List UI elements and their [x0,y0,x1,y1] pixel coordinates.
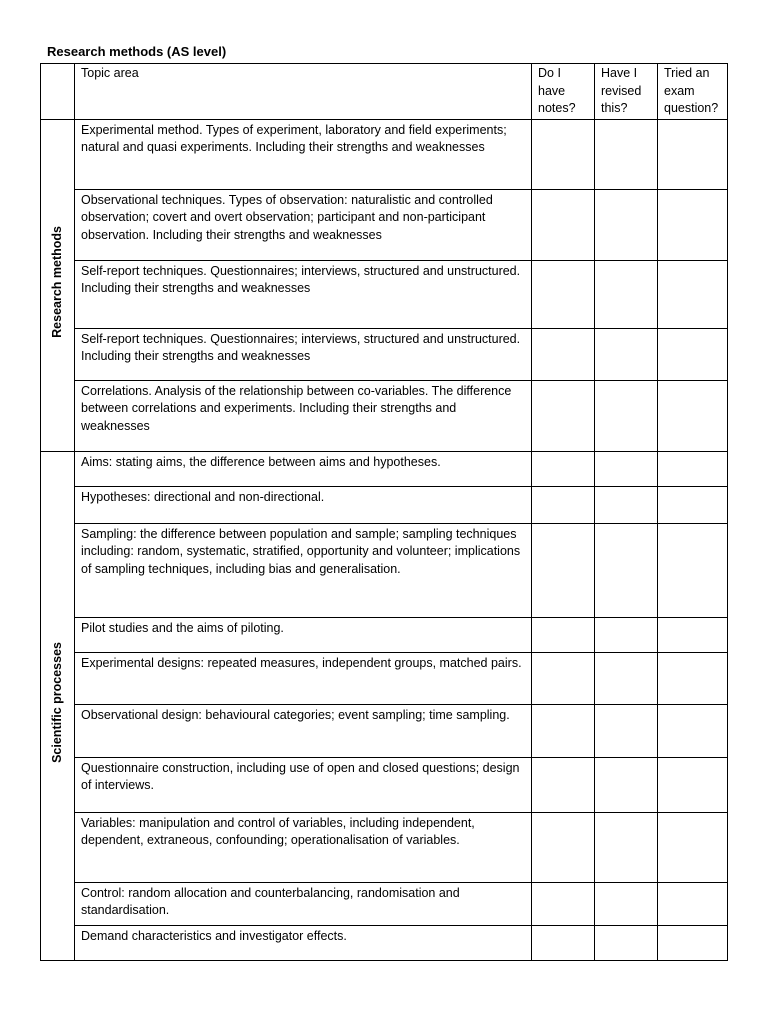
header-tried-exam: Tried an exam question? [658,64,728,120]
revised-checkbox-cell[interactable] [595,523,658,617]
table-row [41,617,728,652]
header-row [41,64,728,120]
table-row [41,451,728,486]
notes-checkbox-cell[interactable] [532,757,595,812]
table-row [41,523,728,617]
topic-cell: Variables: manipulation and control of variables, including independent, dependent, extraneous, confounding; operationalisation of variables. [75,812,532,882]
exam-checkbox-cell[interactable] [658,812,728,882]
table-row [41,189,728,260]
header-blank-cell [41,64,75,120]
revised-checkbox-cell[interactable] [595,925,658,960]
notes-checkbox-cell[interactable] [532,812,595,882]
exam-checkbox-cell[interactable] [658,189,728,260]
exam-checkbox-cell[interactable] [658,925,728,960]
header-revised: Have I revised this? [595,64,658,120]
notes-checkbox-cell[interactable] [532,882,595,925]
notes-checkbox-cell[interactable] [532,119,595,189]
topic-cell: Control: random allocation and counterbalancing, randomisation and standardisation. [75,882,532,925]
revised-checkbox-cell[interactable] [595,380,658,451]
notes-checkbox-cell[interactable] [532,486,595,523]
revised-checkbox-cell[interactable] [595,882,658,925]
notes-checkbox-cell[interactable] [532,704,595,757]
exam-checkbox-cell[interactable] [658,617,728,652]
notes-checkbox-cell[interactable] [532,617,595,652]
exam-checkbox-cell[interactable] [658,328,728,380]
header-topic-area: Topic area [75,64,532,120]
table-row [41,757,728,812]
table-row [41,652,728,704]
table-row [41,882,728,925]
table-row [41,260,728,328]
exam-checkbox-cell[interactable] [658,882,728,925]
topic-cell: Experimental method. Types of experiment, laboratory and field experiments; natural and quasi experiments. Including their strengths and weaknesses [75,119,532,189]
topic-cell: Pilot studies and the aims of piloting. [75,617,532,652]
exam-checkbox-cell[interactable] [658,652,728,704]
revised-checkbox-cell[interactable] [595,812,658,882]
exam-checkbox-cell[interactable] [658,523,728,617]
notes-checkbox-cell[interactable] [532,451,595,486]
topic-cell: Questionnaire construction, including use of open and closed questions; design of interviews. [75,757,532,812]
revised-checkbox-cell[interactable] [595,704,658,757]
table-row [41,704,728,757]
table-row [41,380,728,451]
revised-checkbox-cell[interactable] [595,652,658,704]
table-row [41,119,728,189]
exam-checkbox-cell[interactable] [658,451,728,486]
topic-cell: Hypotheses: directional and non-directional. [75,486,532,523]
table-row [41,328,728,380]
topic-cell: Aims: stating aims, the difference between aims and hypotheses. [75,451,532,486]
table-row [41,812,728,882]
notes-checkbox-cell[interactable] [532,328,595,380]
revised-checkbox-cell[interactable] [595,757,658,812]
section-label-scientific-processes: Scientific processes [49,642,64,764]
revised-checkbox-cell[interactable] [595,119,658,189]
notes-checkbox-cell[interactable] [532,380,595,451]
revised-checkbox-cell[interactable] [595,451,658,486]
topic-cell: Observational techniques. Types of observation: naturalistic and controlled observation; covert and overt observation; participant and non-participant observation. Including their strengths and weaknesses [75,189,532,260]
table-row [41,486,728,523]
header-have-notes: Do I have notes? [532,64,595,120]
topic-cell: Sampling: the difference between population and sample; sampling techniques including: random, systematic, stratified, opportunity and volunteer; implications of sampling techniques, including bias and generalisation. [75,523,532,617]
revision-checklist-table [40,63,728,961]
exam-checkbox-cell[interactable] [658,119,728,189]
exam-checkbox-cell[interactable] [658,486,728,523]
topic-cell: Demand characteristics and investigator effects. [75,925,532,960]
revised-checkbox-cell[interactable] [595,189,658,260]
exam-checkbox-cell[interactable] [658,260,728,328]
notes-checkbox-cell[interactable] [532,925,595,960]
topic-cell: Self-report techniques. Questionnaires; interviews, structured and unstructured. Including their strengths and weaknesses [75,328,532,380]
section-label-cell [41,451,75,960]
revised-checkbox-cell[interactable] [595,486,658,523]
exam-checkbox-cell[interactable] [658,380,728,451]
notes-checkbox-cell[interactable] [532,523,595,617]
topic-cell: Observational design: behavioural categories; event sampling; time sampling. [75,704,532,757]
topic-cell: Self-report techniques. Questionnaires; interviews, structured and unstructured. Including their strengths and weaknesses [75,260,532,328]
topic-cell: Experimental designs: repeated measures, independent groups, matched pairs. [75,652,532,704]
exam-checkbox-cell[interactable] [658,704,728,757]
revised-checkbox-cell[interactable] [595,328,658,380]
revised-checkbox-cell[interactable] [595,260,658,328]
section-label-cell [41,119,75,451]
revised-checkbox-cell[interactable] [595,617,658,652]
document-title: Research methods (AS level) [47,44,227,59]
notes-checkbox-cell[interactable] [532,260,595,328]
topic-cell: Correlations. Analysis of the relationship between co-variables. The difference between correlations and experiments. Including their strengths and weaknesses [75,380,532,451]
notes-checkbox-cell[interactable] [532,189,595,260]
table-row [41,925,728,960]
notes-checkbox-cell[interactable] [532,652,595,704]
exam-checkbox-cell[interactable] [658,757,728,812]
section-label-research-methods: Research methods [49,226,64,339]
